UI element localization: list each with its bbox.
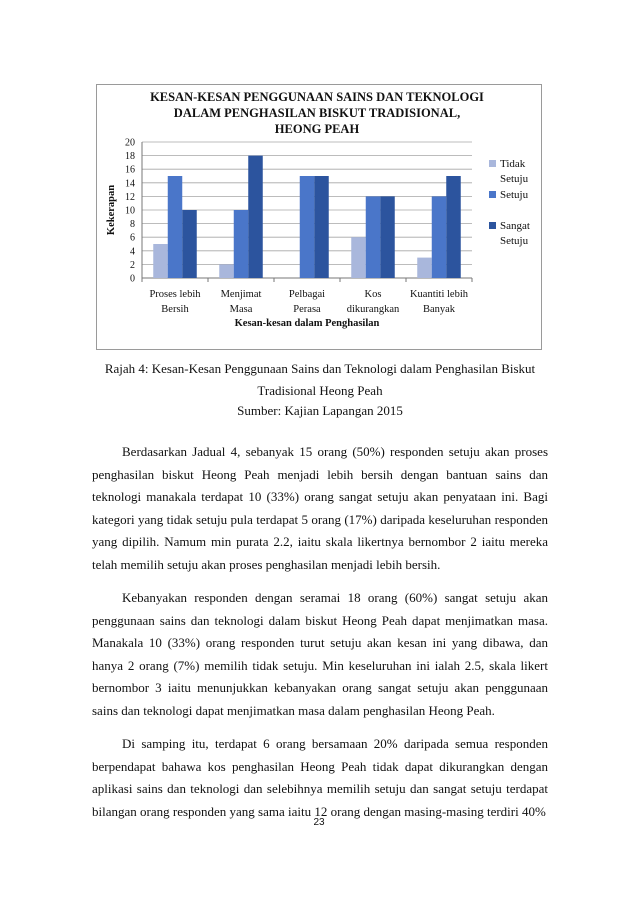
legend-label: Setuju xyxy=(500,189,529,201)
bar-sangat-setuju xyxy=(248,156,263,278)
figure-caption-line-2: Tradisional Heong Peah xyxy=(257,383,383,398)
x-tick-label: Menjimat xyxy=(220,289,262,300)
legend-label: Tidak xyxy=(500,158,526,170)
bar-tidak-setuju xyxy=(417,258,432,278)
legend-label: Setuju xyxy=(500,235,529,247)
bar-sangat-setuju xyxy=(380,196,395,278)
y-axis-label: Kekerapan xyxy=(106,184,117,236)
x-tick-label: Pelbagai xyxy=(288,289,326,300)
bar-setuju xyxy=(366,196,381,278)
x-tick-label: Perasa xyxy=(293,304,321,315)
bar-tidak-setuju xyxy=(351,237,366,278)
bar-setuju xyxy=(168,176,183,278)
x-tick-label: Masa xyxy=(229,304,253,315)
bar-chart xyxy=(97,85,541,349)
figure-caption-line-1: Rajah 4: Kesan-Kesan Penggunaan Sains dan Teknologi dalam Penghasilan Biskut xyxy=(104,361,536,376)
legend-label: Sangat xyxy=(500,220,530,232)
bar-setuju xyxy=(300,176,315,278)
chart-title-line: HEONG PEAH xyxy=(274,122,360,136)
x-tick-label: Kuantiti lebih xyxy=(409,289,469,300)
figure-source: Sumber: Kajian Lapangan 2015 xyxy=(237,403,403,418)
x-tick-label: Proses lebih xyxy=(149,289,201,300)
y-tick-label: 18 xyxy=(125,151,135,163)
legend-swatch xyxy=(489,160,496,167)
x-tick-label: dikurangkan xyxy=(346,304,400,315)
y-tick-label: 2 xyxy=(130,259,135,271)
y-tick-label: 20 xyxy=(125,137,135,149)
chart-container xyxy=(96,84,542,350)
paragraph-2: Kebanyakan responden dengan seramai 18 orang (60%) sangat setuju akan penggunaan sains dan teknologi dalam biskut Heong Peah dapat menjimatkan masa. Manakala 10 (33%) orang responden turut setuju akan kesan ini yang dibawa, dan hanya 2 orang (7%) memilih tidak setuju. Min keseluruhan ini ialah 2.5, skala likert bernombor 3 iaitu menunjukkan kebanyakan orang sangat setuju akan penggunaan sains dan teknologi dapat menjimatkan masa dalam penghasilan Heong Peah. xyxy=(92,590,548,718)
y-tick-label: 12 xyxy=(125,191,135,203)
legend-swatch xyxy=(489,222,496,229)
bar-sangat-setuju xyxy=(314,176,329,278)
chart-title-line: DALAM PENGHASILAN BISKUT TRADISIONAL, xyxy=(173,106,461,120)
bar-setuju xyxy=(432,196,447,278)
legend-label: Setuju xyxy=(500,173,529,185)
y-tick-label: 6 xyxy=(130,232,135,244)
y-tick-label: 14 xyxy=(125,178,135,190)
page-number: 23 xyxy=(313,817,325,828)
y-tick-label: 16 xyxy=(125,164,135,176)
bar-sangat-setuju xyxy=(182,210,197,278)
paragraph-3: Di samping itu, terdapat 6 orang bersamaan 20% daripada semua responden berpendapat bahawa kos penghasilan Heong Peah tidak dapat dikurangkan dengan aplikasi sains dan teknologi dan selebihnya memilih setuju dan sangat setuju terdapat bilangan orang responden yang sama iaitu 12 orang dengan masing-masing terdiri 40% xyxy=(92,736,548,819)
y-tick-label: 4 xyxy=(130,246,135,258)
paragraph-1: Berdasarkan Jadual 4, sebanyak 15 orang (50%) responden setuju akan proses penghasilan biskut Heong Peah menjadi lebih bersih dengan bantuan sains dan teknologi manakala terdapat 10 (33%) orang sangat setuju akan penyataan ini. Bagi kategori yang tidak setuju pula terdapat 5 orang (17%) daripada keseluruhan responden yang dipilih. Namum min purata 2.2, iaitu skala likertnya bernombor 2 iaitu mereka telah memilih setuju akan proses penghasilan menjadi lebih bersih. xyxy=(92,444,548,572)
bar-tidak-setuju xyxy=(219,264,234,278)
x-tick-label: Banyak xyxy=(422,304,456,315)
x-tick-label: Bersih xyxy=(161,304,189,315)
x-tick-label: Kos xyxy=(364,289,382,300)
x-axis-label: Kesan-kesan dalam Penghasilan xyxy=(234,318,380,329)
y-tick-label: 10 xyxy=(125,205,135,217)
bar-setuju xyxy=(234,210,249,278)
y-tick-label: 8 xyxy=(130,219,135,231)
legend-swatch xyxy=(489,191,496,198)
bar-tidak-setuju xyxy=(153,244,168,278)
bar-sangat-setuju xyxy=(446,176,461,278)
chart-title-line: KESAN-KESAN PENGGUNAAN SAINS DAN TEKNOLOGI xyxy=(150,90,484,104)
y-tick-label: 0 xyxy=(130,273,135,285)
